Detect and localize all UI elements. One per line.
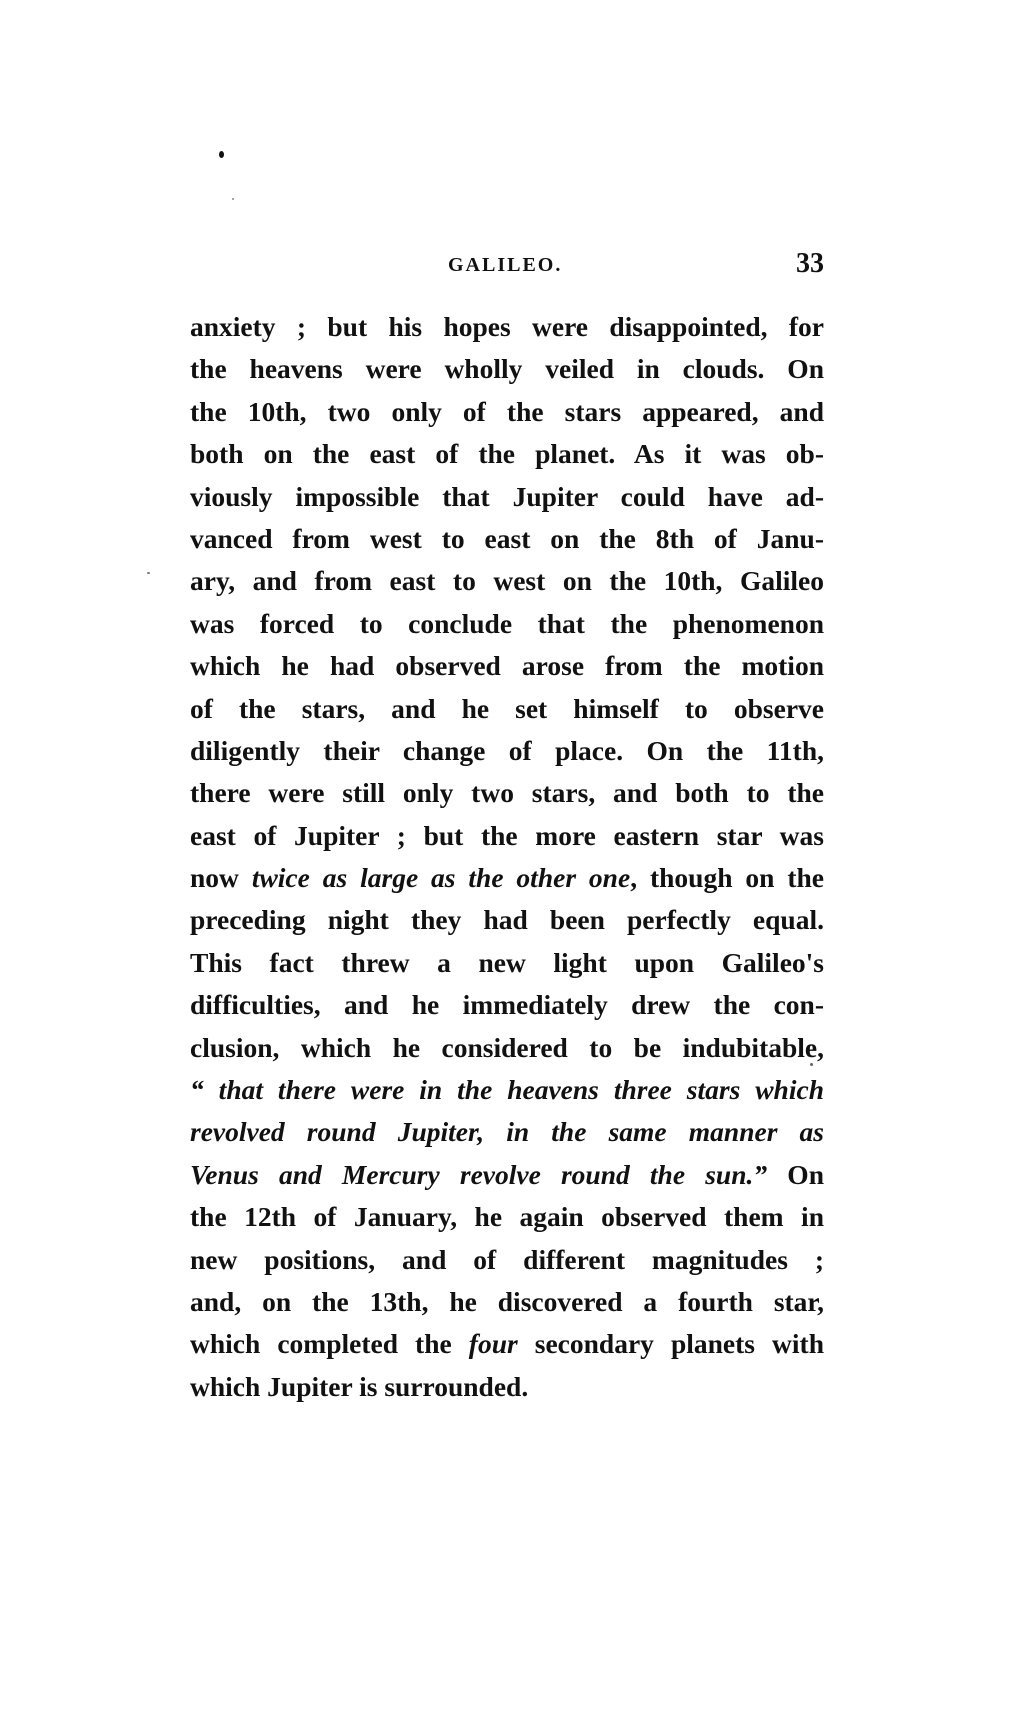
text-line-last: which Jupiter is surrounded.: [190, 1370, 529, 1402]
running-head-title: GALILEO.: [448, 254, 563, 276]
text-run: , though on the: [630, 862, 824, 894]
body-text: [190, 306, 824, 1408]
text-line: clusion, which he considered to be indubitable,: [190, 1031, 824, 1063]
text-line: which he had observed arose from the motion: [190, 650, 824, 682]
text-line: [190, 857, 824, 899]
text-line: new positions, and of different magnitudes ;: [190, 1243, 824, 1275]
text-line: there were still only two stars, and both to the: [190, 777, 824, 809]
text-line-italic: “ that there were in the heavens three stars which: [190, 1074, 824, 1106]
text-line: the 10th, two only of the stars appeared, and: [190, 395, 824, 427]
text-line: viously impossible that Jupiter could have ad-: [190, 480, 824, 512]
ink-speck: [219, 151, 224, 158]
text-run: which completed the: [190, 1328, 469, 1360]
italic-phrase: twice as large as the other one: [251, 862, 631, 894]
text-line: and, on the 13th, he discovered a fourth star,: [190, 1285, 824, 1317]
text-run: On: [767, 1158, 824, 1190]
text-line-italic: revolved round Jupiter, in the same manner as: [190, 1116, 824, 1148]
ink-speck: [147, 572, 150, 574]
text-line: the 12th of January, he again observed them in: [190, 1201, 824, 1233]
italic-phrase: four: [468, 1328, 518, 1360]
text-line: [190, 1323, 824, 1365]
text-line: vanced from west to east on the 8th of Janu-: [190, 522, 824, 554]
page-number: 33: [796, 248, 824, 279]
text-line: of the stars, and he set himself to observe: [190, 692, 824, 724]
running-head: [190, 248, 824, 288]
text-line: preceding night they had been perfectly equal.: [190, 904, 824, 936]
text-line: difficulties, and he immediately drew the con-: [190, 989, 824, 1021]
text-line: [190, 1154, 824, 1196]
italic-phrase: Venus and Mercury revolve round the sun.”: [190, 1158, 768, 1190]
text-run: now: [190, 862, 252, 894]
text-line: This fact threw a new light upon Galileo's: [190, 946, 824, 978]
text-line: diligently their change of place. On the 11th,: [190, 734, 824, 766]
ink-speck: [232, 198, 234, 200]
text-line: east of Jupiter ; but the more eastern star was: [190, 819, 824, 851]
text-line: both on the east of the planet. As it was ob-: [190, 438, 824, 470]
text-line: the heavens were wholly veiled in clouds. On: [190, 353, 824, 385]
text-line: anxiety ; but his hopes were disappointed, for: [190, 311, 824, 342]
text-run: secondary planets with: [517, 1328, 824, 1360]
text-line: was forced to conclude that the phenomenon: [190, 607, 824, 639]
text-line: ary, and from east to west on the 10th, Galileo: [190, 565, 824, 597]
